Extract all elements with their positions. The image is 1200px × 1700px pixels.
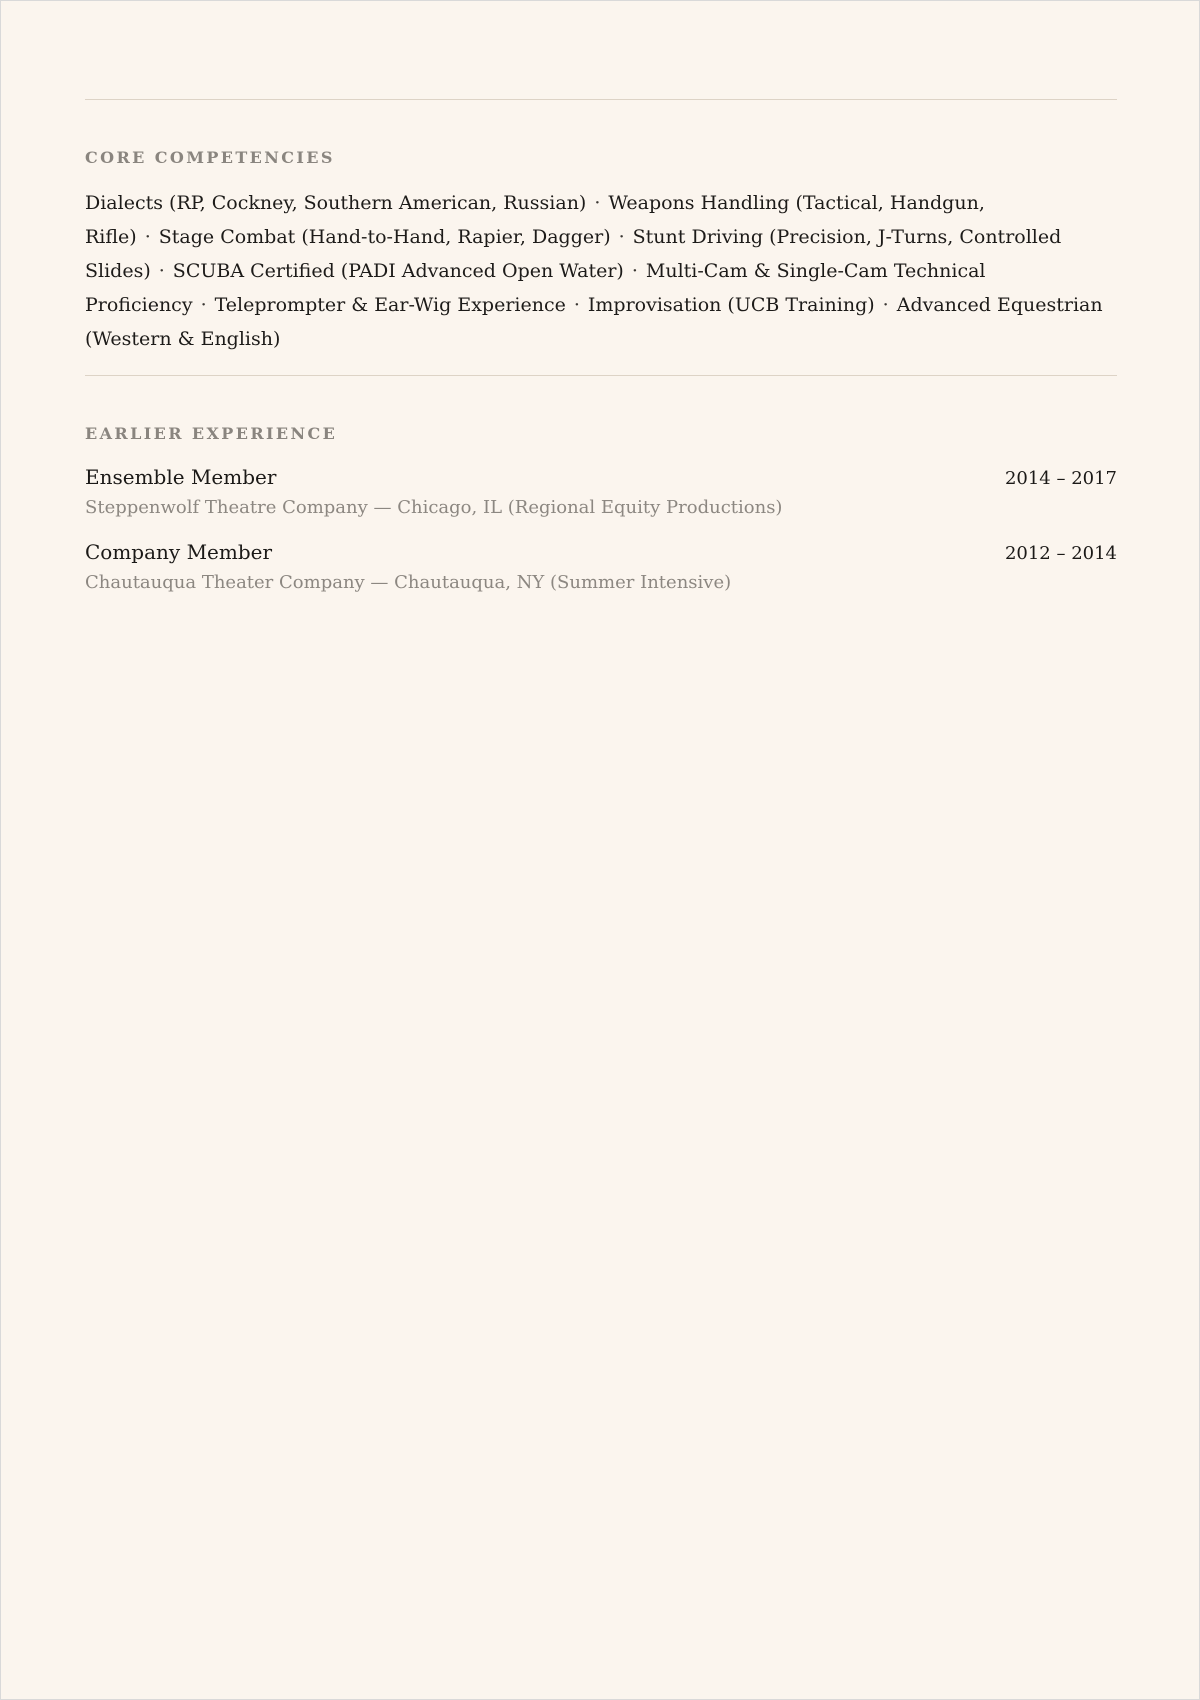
separator-dot: ·: [882, 294, 889, 316]
separator-dot: ·: [573, 294, 580, 316]
separator-dot: ·: [200, 294, 207, 316]
competency-item: Dialects (RP, Cockney, Southern American, Russian): [85, 192, 587, 214]
competency-item: Improvisation (UCB Training): [587, 294, 875, 316]
job-title: Ensemble Member: [85, 465, 277, 489]
resume-content: [85, 99, 1117, 593]
competency-item: Teleprompter & Ear-Wig Experience: [214, 294, 566, 316]
separator-dot: ·: [631, 260, 638, 282]
separator-dot: ·: [144, 226, 151, 248]
job-dates: 2012 – 2014: [1004, 543, 1117, 564]
job-detail: Chautauqua Theater Company — Chautauqua, NY (Summer Intensive): [85, 572, 732, 593]
separator-dot: ·: [618, 226, 625, 248]
competency-item: Stunt Driving (Precision, J-Turns, Controlled Slides): [85, 226, 1062, 282]
competency-item: SCUBA Certified (PADI Advanced Open Water): [172, 260, 624, 282]
job-header: [85, 540, 1117, 564]
competency-item: Multi-Cam & Single-Cam Technical Proficiency: [85, 260, 986, 316]
competencies-list: [85, 186, 1117, 356]
job-entry: [85, 465, 1117, 518]
competency-item: Advanced Equestrian (Western & English): [85, 294, 1103, 350]
competency-item: Weapons Handling (Tactical, Handgun, Rifle): [85, 192, 985, 248]
job-dates: 2014 – 2017: [1004, 468, 1117, 489]
competencies-heading: CORE COMPETENCIES: [85, 148, 335, 167]
job-header: [85, 465, 1117, 489]
separator-dot: ·: [594, 192, 601, 214]
separator-dot: ·: [158, 260, 165, 282]
job-detail: Steppenwolf Theatre Company — Chicago, IL (Regional Equity Productions): [85, 497, 783, 518]
experience-heading: EARLIER EXPERIENCE: [85, 424, 338, 443]
job-entry: [85, 540, 1117, 593]
competency-item: Stage Combat (Hand-to-Hand, Rapier, Dagger): [158, 226, 611, 248]
job-title: Company Member: [85, 540, 273, 564]
